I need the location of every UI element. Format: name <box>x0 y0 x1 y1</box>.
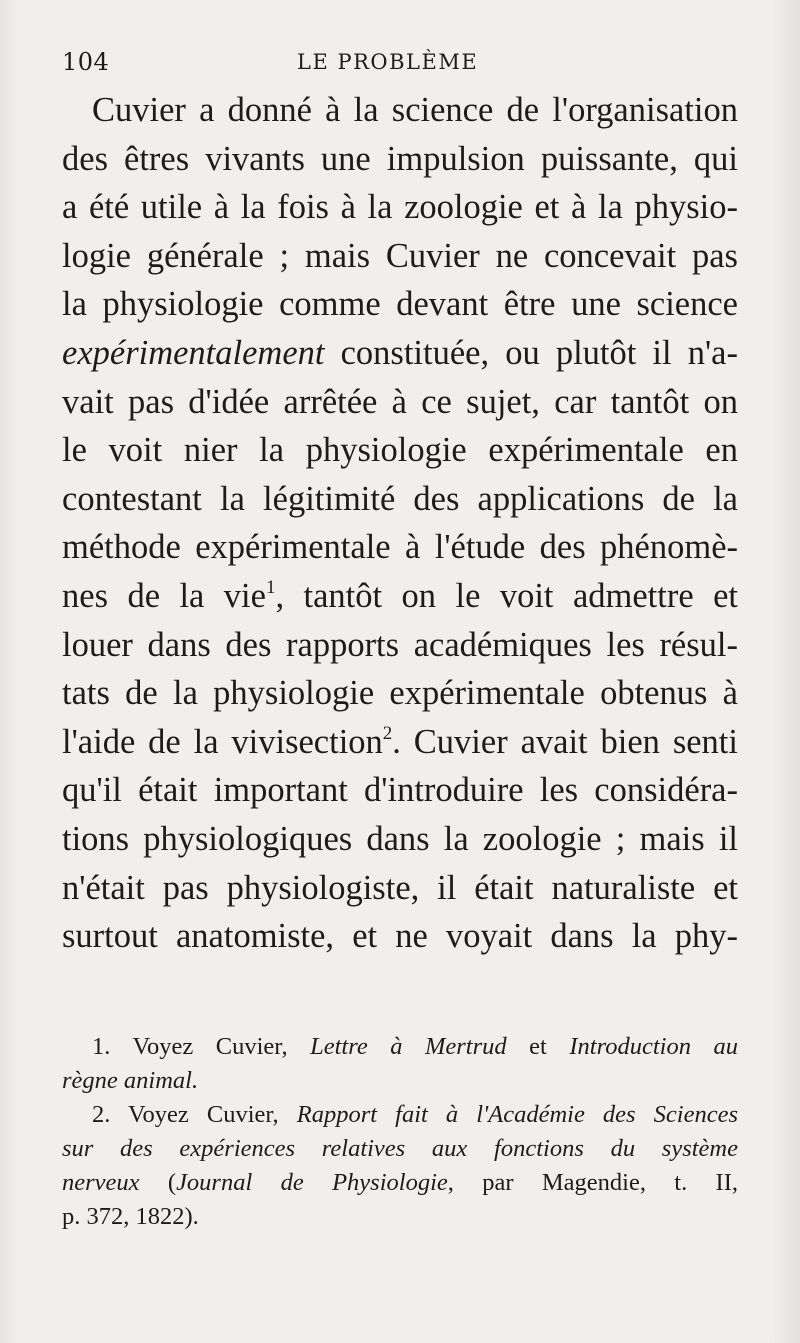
text-span: constituée, ou plutôt il n'a- <box>324 333 738 372</box>
text-line: le voit nier la physiologie expérimentale en <box>62 431 738 470</box>
text-line: vait pas d'idée arrêtée à ce sujet, car tantôt on <box>62 382 738 421</box>
footnote-ref-2: 2 <box>382 722 393 744</box>
footnote-2-cont <box>62 1132 738 1166</box>
italic-text: règne animal. <box>62 1067 199 1094</box>
footnote-1-cont <box>62 1064 738 1098</box>
text-line: contestant la légitimité des applications de la <box>62 479 738 518</box>
page-header <box>62 44 738 84</box>
text-span: et <box>506 1033 570 1060</box>
text-line: tats de la physiologie expérimentale obtenus à <box>62 674 738 713</box>
text-span: l'aide de la vivisection <box>62 722 383 761</box>
running-title: LE PROBLÈME <box>297 50 479 74</box>
footnote-number: 1. <box>92 1033 111 1060</box>
text-span: Voyez Cuvier, <box>110 1101 297 1128</box>
text-line: Cuvier a donné à la science de l'organisation <box>92 91 738 129</box>
italic-text: Lettre à Mertrud <box>310 1033 507 1060</box>
main-paragraph <box>62 86 738 961</box>
footnote-2-cont <box>62 1166 738 1200</box>
italic-text: Rapport fait à l'Académie des Sciences <box>296 1101 738 1128</box>
footnote-1 <box>62 1030 738 1064</box>
footnote-number: 2. <box>92 1101 111 1128</box>
text-line: la physiologie comme devant être une science <box>62 285 738 324</box>
footnotes <box>62 1030 738 1234</box>
page-number: 104 <box>62 48 110 76</box>
text-line: logie générale ; mais Cuvier ne concevait pas <box>62 236 738 275</box>
text-line <box>62 572 738 621</box>
text-line: n'était pas physiologiste, il était naturaliste et <box>62 868 738 907</box>
text-span: Voyez Cuvier, <box>110 1033 311 1060</box>
text-span: . Cuvier avait bien senti <box>392 722 738 761</box>
italic-text: Journal de Physiologie <box>176 1169 448 1196</box>
text-line: des êtres vivants une impulsion puissante, qui <box>62 139 738 178</box>
text-line: méthode expérimentale à l'étude des phénomè- <box>62 528 738 567</box>
text-line: tions physiologiques dans la zoologie ; mais il <box>62 819 738 858</box>
footnote-2 <box>62 1098 738 1132</box>
italic-text: Introduction au <box>569 1033 738 1060</box>
text-span: ( <box>139 1169 177 1196</box>
footnote-2-cont: p. 372, 1822). <box>62 1203 199 1230</box>
italic-text: sur des expériences relatives aux fonctions du système <box>62 1135 738 1162</box>
text-line: surtout anatomiste, et ne voyait dans la phy- <box>62 917 738 956</box>
text-line: louer dans des rapports académiques les résul- <box>62 625 738 664</box>
text-line <box>62 329 738 378</box>
text-line <box>62 718 738 767</box>
italic-text: expérimentalement <box>62 333 325 372</box>
text-span: , par Magendie, t. II, <box>447 1169 738 1196</box>
text-span: , tantôt on le voit admettre et <box>275 576 738 615</box>
text-line: qu'il était important d'introduire les considéra- <box>62 771 738 810</box>
footnote-ref-1: 1 <box>265 576 276 598</box>
text-line: a été utile à la fois à la zoologie et à la physio- <box>62 188 738 227</box>
italic-text: nerveux <box>62 1169 140 1196</box>
text-span: nes de la vie <box>62 576 266 615</box>
